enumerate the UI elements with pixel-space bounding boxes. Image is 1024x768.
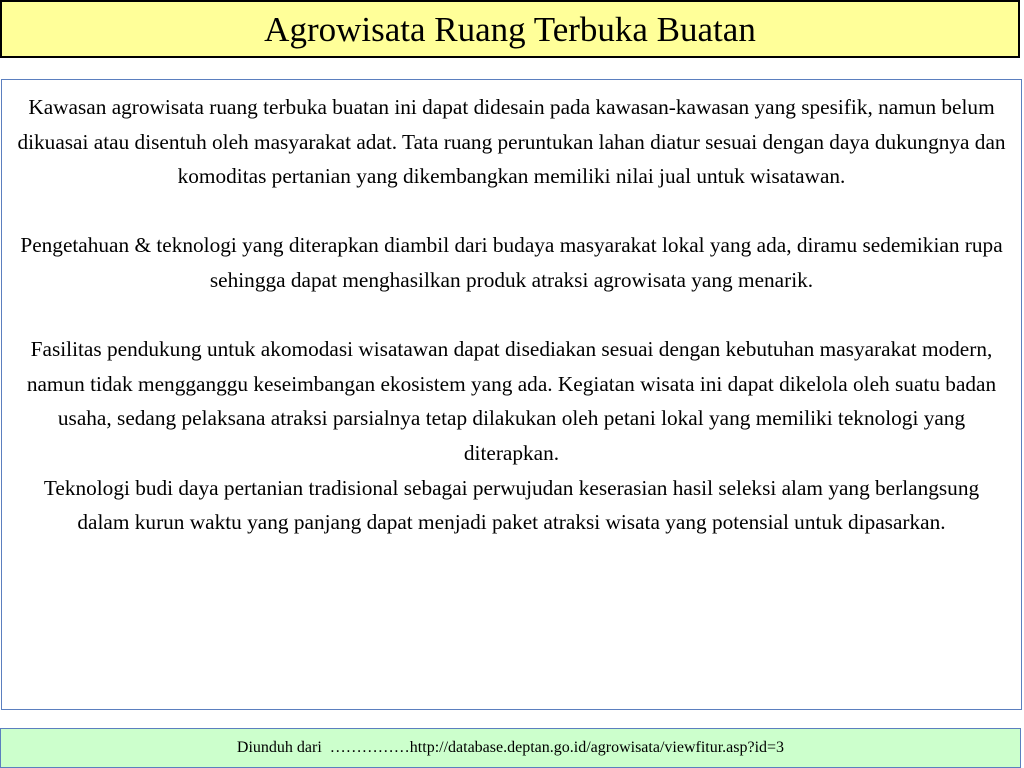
slide-content-box (1, 79, 1022, 710)
paragraph-4: Teknologi budi daya pertanian tradisional sebagai perwujudan keserasian hasil seleksi alam yang berlangsung dalam kurun waktu yang panjang dapat menjadi paket atraksi wisata yang potensial untuk dipasarkan. (43, 475, 980, 535)
slide-title-box (0, 0, 1020, 58)
paragraph-2: Pengetahuan & teknologi yang diterapkan diambil dari budaya masyarakat lokal yang ada, diramu sedemikian rupa sehingga dapat menghasilkan produk atraksi agrowisata yang menarik. (20, 233, 1003, 292)
source-footer (0, 728, 1021, 768)
paragraph-spacer (16, 194, 1007, 229)
paragraph-3: Fasilitas pendukung untuk akomodasi wisatawan dapat disediakan sesuai dengan kebutuhan masyarakat modern, namun tidak mengganggu keseimbangan ekosistem yang ada. Kegiatan wisata ini dapat dikelola oleh suatu badan usaha, sedang pelaksana atraksi parsialnya tetap dilakukan oleh petani lokal yang memiliki teknologi yang diterapkan. (26, 337, 997, 465)
paragraph-1: Kawasan agrowisata ruang terbuka buatan ini dapat didesain pada kawasan-kawasan yang spesifik, namun belum dikuasai atau disentuh oleh masyarakat adat. Tata ruang peruntukan lahan diatur sesuai dengan daya dukungnya dan komoditas pertanian yang dikembangkan memiliki nilai jual untuk wisatawan. (17, 95, 1006, 189)
slide-title: Agrowisata Ruang Terbuka Buatan (264, 9, 756, 49)
source-footer-text: Diunduh dari ……………http://database.deptan.go.id/agrowisata/viewfitur.asp?id=3 (236, 739, 785, 756)
paragraph-spacer (16, 298, 1007, 333)
